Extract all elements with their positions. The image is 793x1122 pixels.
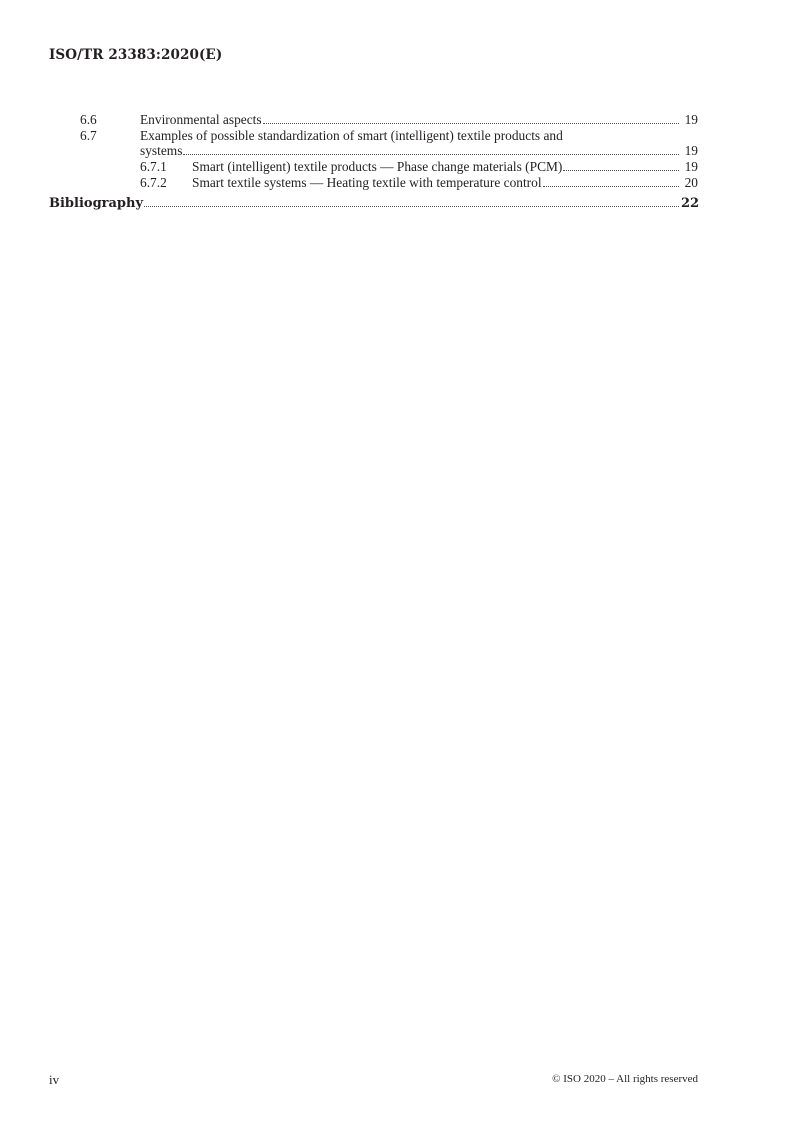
- toc-entry-6-7-1[interactable]: [49, 159, 698, 175]
- toc-entry-title: Environmental aspects: [140, 112, 262, 127]
- toc-entry-title-line-1: Examples of possible standardization of smart (intelligent) textile products and: [140, 127, 563, 143]
- toc-entry-number: 6.7.1: [140, 159, 167, 175]
- toc-entry-title-line-2: systems: [140, 143, 183, 159]
- toc-entry-number: 6.7: [80, 127, 97, 143]
- toc-entry-6-6[interactable]: [49, 112, 698, 128]
- dot-leader: [183, 153, 679, 155]
- dot-leader: [263, 122, 679, 124]
- toc-entry-title: Smart textile systems — Heating textile with temperature control: [192, 174, 542, 190]
- toc-entry-page: 19: [684, 112, 698, 127]
- page-number: iv: [49, 1072, 60, 1087]
- dot-leader: [563, 169, 679, 171]
- toc-entry-6-7-2[interactable]: [49, 175, 698, 191]
- document-id-header: ISO/TR 23383:2020(E): [49, 47, 223, 63]
- toc-entry-page: 19: [684, 159, 698, 175]
- toc-entry-6-7[interactable]: [49, 128, 698, 159]
- toc-entry-title: Smart (intelligent) textile products — Phase change materials (PCM): [192, 159, 563, 175]
- table-of-contents: [49, 112, 698, 211]
- dot-leader: [543, 185, 679, 187]
- toc-entry-page: 19: [684, 143, 698, 159]
- toc-entry-page: 22: [681, 195, 700, 211]
- copyright-notice: © ISO 2020 – All rights reserved: [552, 1073, 698, 1085]
- toc-entry-title: Bibliography: [49, 195, 144, 211]
- toc-entry-bibliography[interactable]: [49, 196, 698, 212]
- toc-entry-number: 6.7.2: [140, 174, 167, 190]
- toc-entry-page: 20: [684, 174, 698, 190]
- dot-leader: [144, 205, 679, 207]
- toc-entry-number: 6.6: [80, 112, 97, 127]
